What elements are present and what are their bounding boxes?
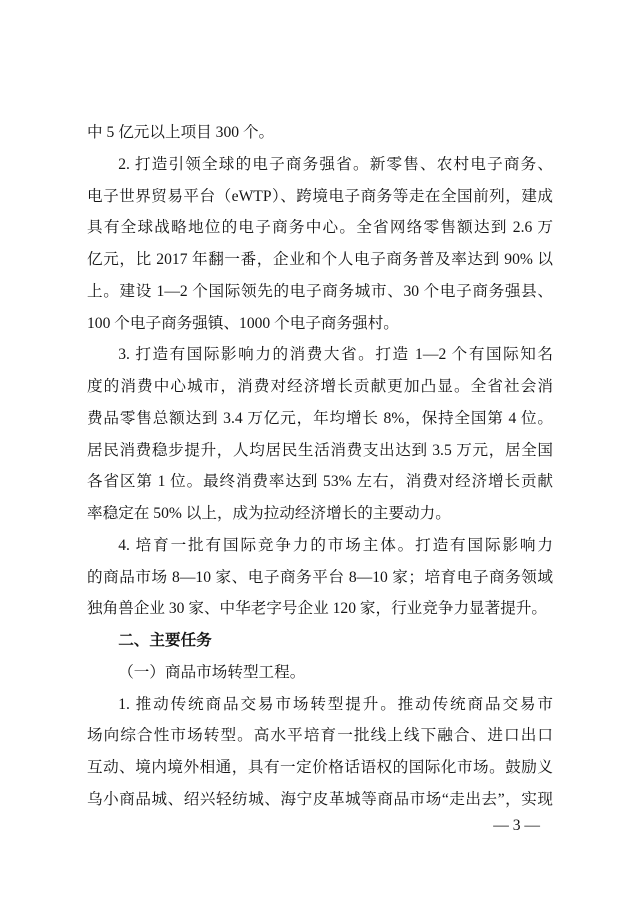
document-body	[87, 117, 553, 816]
paragraph-market-entities	[87, 530, 553, 625]
section-heading: 二、主要任务	[118, 631, 212, 649]
paragraph-line: 的商品市场 8—10 家、电子商务平台 8—10 家；培育电子商务领域	[87, 568, 553, 586]
paragraph-line: 中 5 亿元以上项目 300 个。	[87, 124, 275, 141]
paragraph-line: 独角兽企业 30 家、中华老字号企业 120 家，行业竞争力显著提升。	[87, 600, 548, 618]
paragraph-continued	[87, 117, 553, 149]
paragraph-line: 率稳定在 50% 以上，成为拉动经济增长的主要动力。	[87, 505, 451, 522]
paragraph-consumption	[87, 339, 553, 530]
paragraph-line: 电子世界贸易平台（eWTP）、跨境电子商务等走在全国前列，建成	[87, 187, 553, 205]
subsection-heading: （一）商品市场转型工程。	[118, 663, 306, 681]
paragraph-line: 互动、境内境外相通，具有一定价格话语权的国际化市场。鼓励义	[87, 759, 553, 776]
paragraph-line: 3. 打造有国际影响力的消费大省。打造 1—2 个有国际知名	[118, 346, 553, 364]
paragraph-market-transformation	[87, 689, 553, 816]
page-number: — 3 —	[493, 817, 540, 834]
paragraph-line: 居民消费稳步提升，人均居民生活消费支出达到 3.5 万元，居全国	[87, 441, 553, 459]
paragraph-line: 上。建设 1—2 个国际领先的电子商务城市、30 个电子商务强县、	[87, 282, 553, 300]
paragraph-e-commerce	[87, 149, 553, 340]
paragraph-line: 100 个电子商务强镇、1000 个电子商务强村。	[87, 314, 399, 332]
paragraph-line: 场向综合性市场转型。高水平培育一批线上线下融合、进口出口	[87, 727, 553, 745]
paragraph-line: 费品零售总额达到 3.4 万亿元，年均增长 8%，保持全国第 4 位。	[87, 409, 553, 427]
paragraph-line: 亿元，比 2017 年翻一番，企业和个人电子商务普及率达到 90% 以	[87, 251, 553, 268]
paragraph-line: 4. 培育一批有国际竞争力的市场主体。打造有国际影响力	[118, 536, 553, 554]
paragraph-line: 2. 打造引领全球的电子商务强省。新零售、农村电子商务、	[118, 155, 553, 173]
paragraph-line: 乌小商品城、绍兴轻纺城、海宁皮革城等商品市场“走出去”，实现	[87, 790, 553, 808]
paragraph-line: 度的消费中心城市，消费对经济增长贡献更加凸显。全省社会消	[87, 378, 553, 395]
paragraph-line: 具有全球战略地位的电子商务中心。全省网络零售额达到 2.6 万	[87, 219, 553, 237]
paragraph-line: 各省区第 1 位。最终消费率达到 53% 左右，消费对经济增长贡献	[87, 473, 553, 491]
paragraph-line: 1. 推动传统商品交易市场转型提升。推动传统商品交易市	[118, 695, 553, 713]
